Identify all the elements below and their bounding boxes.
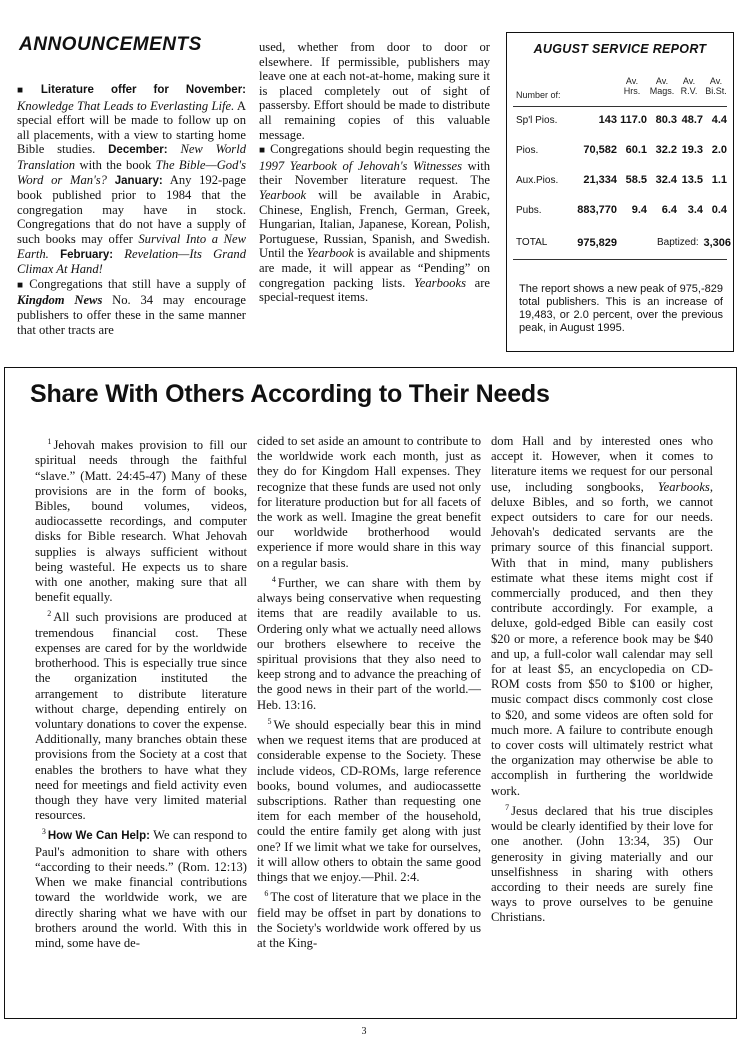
header-av-bist: Av. Bi.St. bbox=[705, 76, 727, 96]
book-title: Knowledge That Leads to Everlasting Life. bbox=[17, 98, 235, 113]
article-column-2 bbox=[257, 434, 481, 951]
article-column-1 bbox=[35, 434, 247, 951]
bullet-icon: ■ bbox=[17, 85, 37, 96]
paragraph-1 bbox=[35, 434, 247, 605]
header-av-rv: Av. R.V. bbox=[680, 76, 698, 96]
paragraph-number: 2 bbox=[47, 609, 52, 619]
divider bbox=[513, 259, 727, 260]
label-december: December: bbox=[108, 144, 168, 157]
report-cell-hrs: 9.4 bbox=[631, 204, 647, 216]
report-cell-rv: 48.7 bbox=[681, 114, 703, 126]
bullet-icon: ■ bbox=[17, 279, 26, 291]
text: A special effort will be made to follow up on all placements, with a view to starting home Bible studies. bbox=[17, 98, 246, 157]
book-title: Yearbook bbox=[259, 187, 307, 202]
text: with their November literature request. The bbox=[259, 158, 491, 188]
paragraph-text: All such provisions are produced at tremendous financial cost. These expenses are cared for by the worldwide brotherhood. This is especially true since the organization instituted the arrangement to distribute literature without charge, depending entirely on voluntary donations to cover the expense. Additionally, many branches obtain these provisions from the Society at a cost that enables the brothers to have what they need for meetings and field activity even though they have very limited material resources. bbox=[35, 610, 248, 823]
report-row-label: Sp'l Pios. bbox=[516, 115, 558, 126]
article-title: Share With Others According to Their Needs bbox=[30, 380, 550, 408]
header-av-hrs: Av. Hrs. bbox=[623, 76, 641, 96]
total-label: TOTAL bbox=[516, 237, 548, 248]
report-cell-bist: 0.4 bbox=[711, 204, 727, 216]
paragraph-text: Jesus declared that his true disciples would be clearly identified by their love for one another. (John 13:34, 35) Our generosity in giving materially and our unselfishness in sharing with others according to their needs are surely fine ways to prove ourselves to be genuine Christians. bbox=[491, 804, 713, 925]
text: No. 34 may encourage publishers to offer these in the same manner that other tracts are bbox=[17, 293, 246, 337]
report-cell-mags: 32.2 bbox=[655, 144, 677, 156]
text: with the book bbox=[75, 157, 156, 172]
label-january: January: bbox=[106, 174, 163, 187]
announcement-literature-offer bbox=[17, 82, 246, 277]
report-note: The report shows a new peak of 975,-829 total publishers. This is an increase of 19,483, or 2.0 percent, over the previous peak, in August 1995. bbox=[519, 283, 723, 334]
label-february: February: bbox=[48, 248, 114, 261]
book-title: Yearbooks bbox=[657, 479, 710, 494]
paragraph-6 bbox=[257, 886, 481, 951]
article-column-3 bbox=[491, 434, 713, 926]
announcement-continued: used, whether from door to door or elsewhere. If permissible, publishers may leave one at each not-at-home, making sure it is placed completely out of sight of passersby. Effort should be made to distribute all remaining copies of this valuable message. bbox=[259, 40, 490, 142]
book-title: New World Translation bbox=[17, 142, 247, 172]
paragraph-text: Further, we can share with them by always being conservative when requesting items that are readily available to us. Ordering only what we actually need allows our brothers elsewhere to receive the spiritual provisions that they also need to keep strong and to advance the preaching of the good news in their part of the world.—Heb. 13:16. bbox=[257, 576, 481, 712]
label-november: Literature offer for November: bbox=[40, 84, 246, 96]
paragraph-text: We should especially bear this in mind when we request items that are produced at considerable expense to the Society. These include videos, CD-ROMs, large reference books, bound volumes, and audiocassette subscriptions. Rather than requesting one item for each member of the household, could the entire family get along with just one? If we limit what we take for ourselves, it will allow others to obtain the same good things that we enjoy.—Phil. 2:4. bbox=[257, 718, 481, 885]
paragraph-text: , deluxe Bibles, and so forth, we cannot expect outsiders to care for our needs. Jehovah's dedicated servants are the primary source of this financial support. With that in mind, many publishers estimate what these items might cost if commercially produced, and then they contribute accordingly. For example, a deluxe, gold-edged Bible can easily cost $20 or more, a reference book may be $40 and up, a full-color wall calendar may sell for at least $5, an encyclopedia on CD-ROM costs from $50 to $100 or higher, music compact discs commonly cost close to $20, and some videos are often sold for much more. A failure to contribute enough to cover costs will ultimately restrict what the organization may otherwise be able to accomplish in furthering the worldwide work. bbox=[491, 479, 713, 798]
paragraph-5 bbox=[257, 714, 481, 885]
report-row-label: Pios. bbox=[516, 145, 539, 156]
report-cell-hrs: 117.0 bbox=[620, 114, 647, 126]
report-cell-rv: 19.3 bbox=[681, 144, 703, 156]
paragraph-number: 1 bbox=[47, 437, 52, 446]
announcement-kingdom-news bbox=[17, 277, 246, 337]
text: will be available in Arabic, Chinese, English, French, German, Greek, Hungarian, Italian, Japanese, Korean, Polish, Portuguese, Russian, Spanish, and Swedish. Until the bbox=[259, 187, 490, 261]
report-cell-mags: 6.4 bbox=[661, 204, 677, 216]
paragraph-3-continued: cided to set aside an amount to contribute to the worldwide work each month, just as they do for Kingdom Hall expenses. They recognize that these funds are used not only for literature production but for all facets of the work as well. Imagine the great benefit our worldwide brotherhood would experience if more would share in this way on a regular basis. bbox=[257, 434, 481, 570]
paragraph-text: Jehovah makes provision to fill our spiritual needs through the faithful “slave.” (Matt. 24:45-47) Many of these provisions are in the form of books, Bibles, bound volumes, videos, audiocassette recordings, and computer disks for Bible research. What Jehovah supplies is always sufficient without being wasteful. He expects us to share with one another, making sure that all benefit equally. bbox=[35, 438, 247, 605]
book-title: Survival Into a New Earth. bbox=[17, 231, 246, 261]
service-report-box bbox=[506, 32, 734, 352]
text: Any 192-page book published prior to 1984 that the congregation may have in stock. Congregations that do not have a supply of such books may offer bbox=[17, 172, 246, 246]
book-title: Yearbook bbox=[306, 246, 354, 261]
divider bbox=[513, 106, 727, 107]
paragraph-7 bbox=[491, 800, 713, 926]
text: Congregations should begin requesting the bbox=[270, 142, 490, 157]
report-cell-mags: 80.3 bbox=[655, 114, 677, 126]
service-report-title: AUGUST SERVICE REPORT bbox=[533, 42, 707, 56]
report-cell-number: 21,334 bbox=[583, 174, 617, 186]
header-av-mags: Av. Mags. bbox=[649, 76, 675, 96]
report-cell-bist: 2.0 bbox=[711, 144, 727, 156]
subheading: How We Can Help: bbox=[47, 830, 150, 843]
text: are special-request items. bbox=[259, 275, 490, 305]
paragraph-number: 6 bbox=[264, 889, 269, 899]
paragraph-4 bbox=[257, 572, 481, 713]
paragraph-6-continued bbox=[491, 434, 713, 799]
text: is available and shipments are made, it will appear as “Pending” on congregation packing lists. bbox=[259, 246, 491, 290]
paragraph-number: 7 bbox=[505, 802, 510, 812]
bullet-icon: ■ bbox=[259, 145, 267, 157]
announcements-title: ANNOUNCEMENTS bbox=[19, 34, 202, 55]
paragraph-number: 3 bbox=[41, 827, 46, 837]
book-title: Yearbooks bbox=[413, 275, 466, 290]
announcements-column-1 bbox=[17, 82, 246, 337]
announcement-yearbook bbox=[259, 142, 490, 305]
total-number: 975,829 bbox=[577, 237, 617, 249]
paragraph-3 bbox=[35, 824, 247, 951]
announcements-column-2 bbox=[259, 40, 490, 305]
report-cell-bist: 1.1 bbox=[711, 174, 727, 186]
baptized-value: 3,306 bbox=[703, 237, 731, 249]
paragraph-number: 5 bbox=[267, 716, 272, 726]
paragraph-number: 4 bbox=[271, 574, 276, 584]
book-title: The Bible—God's Word or Man's? bbox=[17, 157, 246, 187]
header-number-of: Number of: bbox=[516, 90, 561, 100]
report-cell-bist: 4.4 bbox=[711, 114, 727, 126]
report-cell-rv: 13.5 bbox=[681, 174, 703, 186]
paragraph-2 bbox=[35, 606, 247, 823]
report-row-label: Aux.Pios. bbox=[516, 175, 559, 186]
report-cell-hrs: 60.1 bbox=[625, 144, 647, 156]
baptized-label: Baptized: bbox=[657, 237, 699, 248]
book-title: Revelation—Its Grand Climax At Hand! bbox=[17, 246, 246, 277]
text: Congregations that still have a supply of bbox=[29, 276, 246, 291]
paragraph-text: dom Hall and by interested ones who accept it. However, when it comes to literature items we request for our personal use, including songbooks, bbox=[491, 434, 713, 494]
report-cell-rv: 3.4 bbox=[687, 204, 703, 216]
article-box bbox=[4, 367, 737, 1019]
tract-title: Kingdom News bbox=[17, 293, 103, 308]
report-cell-number: 70,582 bbox=[583, 144, 617, 156]
report-cell-number: 883,770 bbox=[577, 204, 617, 216]
paragraph-text: The cost of literature that we place in the field may be offset in part by donations to the Society's worldwide work offered by us at the King- bbox=[257, 890, 481, 951]
report-row-label: Pubs. bbox=[516, 205, 542, 216]
report-cell-number: 143 bbox=[598, 114, 617, 126]
report-cell-mags: 32.4 bbox=[655, 174, 677, 186]
book-title: 1997 Yearbook of Jehovah's Witnesses bbox=[259, 158, 463, 173]
page-number: 3 bbox=[361, 1026, 367, 1037]
paragraph-text: We can respond to Paul's admonition to share with others “according to their needs.” (Rom. 12:13) When we make financial contributions toward the worldwide work, we are directly sharing what we have with our brothers around the world. With this in mind, some have de- bbox=[35, 828, 247, 951]
report-cell-hrs: 58.5 bbox=[625, 174, 647, 186]
